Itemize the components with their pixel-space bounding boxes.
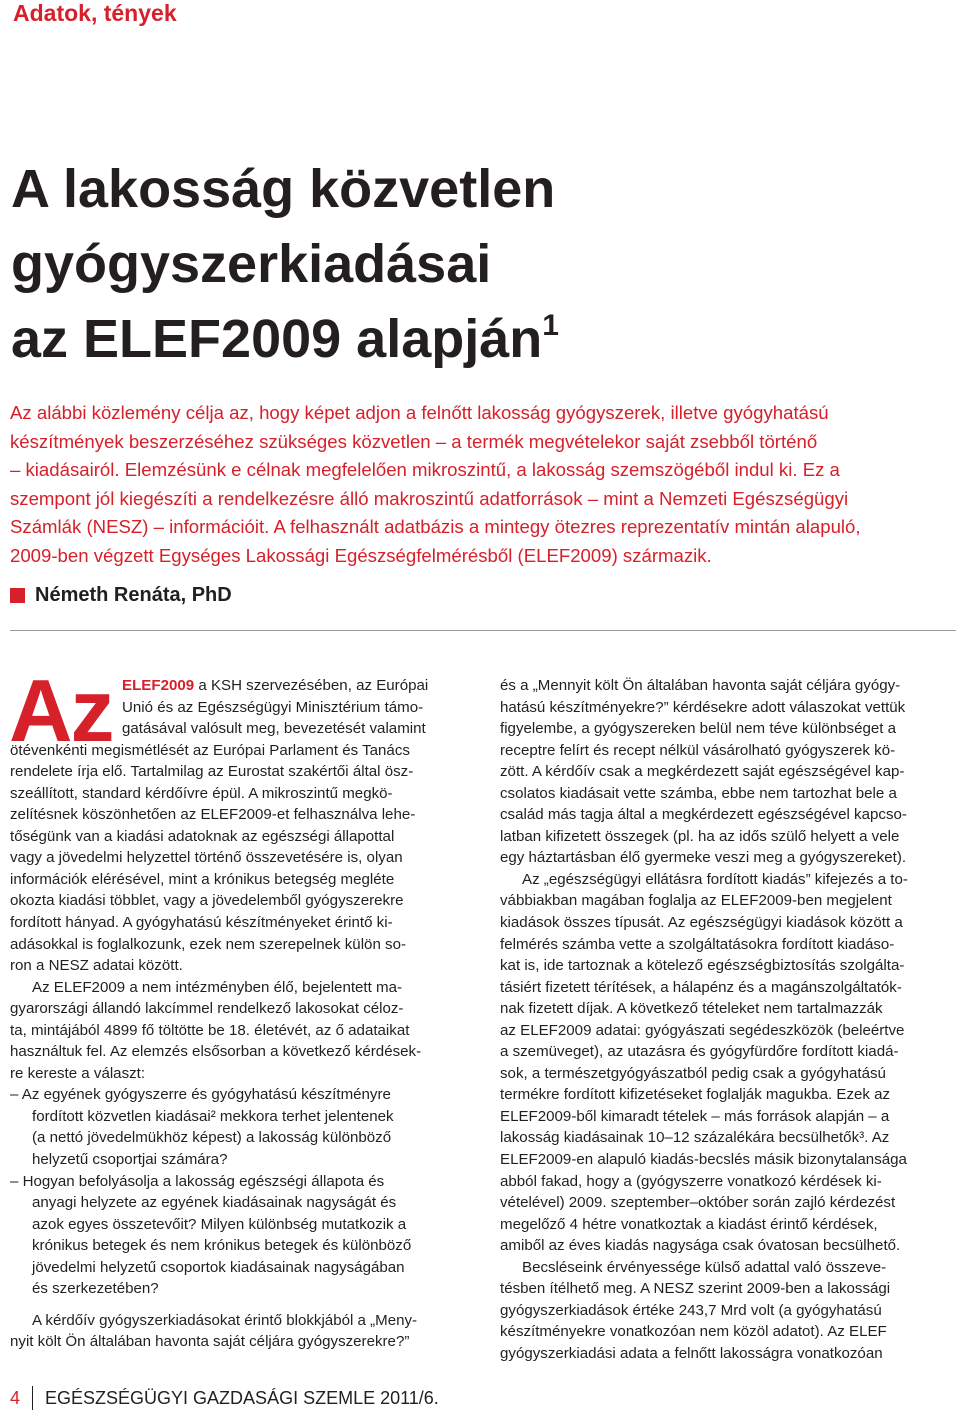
abstract-line: készítmények beszerzéséhez szükséges közvetlen – a termék megvételekor saját zsebből történő	[10, 430, 818, 452]
text-line: csolatos kiadásait vette számba, ebbe nem tartozhat bele a	[500, 784, 897, 802]
journal-name: EGÉSZSÉGÜGYI GAZDASÁGI SZEMLE 2011/6.	[45, 1387, 439, 1408]
text-line: A kérdőív gyógyszerkiadásokat érintő blokkjából a „Meny-	[32, 1311, 418, 1329]
text-line: fordított hányad. A gyógyhatású készítményeket érintő ki-	[10, 914, 393, 932]
text-line: rendelete írja elő. Tartalmilag az Eurostat szakértői által ösz-	[10, 763, 414, 781]
abstract-line: szempont jól kiegészíti a rendelkezésre álló makroszintű adatforrások – mint a Nemzeti Egészségügyi	[10, 487, 849, 509]
list-item-line: fordított közvetlen kiadásai² mekkora terhet jelentenek	[32, 1107, 394, 1125]
section-label: Adatok, tények	[13, 0, 177, 26]
text-line: abból fakad, hogy a (gyógyszerre vonatkozó kérdések ki-	[500, 1172, 882, 1190]
text-line: megelőző 4 hétre vonatkoztak a kiadást érintő kérdések,	[500, 1215, 878, 1233]
abstract-line: Az alábbi közlemény célja az, hogy képet adjon a felnőtt lakosság gyógyszerek, illetve gyógyhatású	[10, 402, 829, 423]
text-line: információk elérésével, mint a krónikus betegség megléte	[10, 870, 395, 888]
divider	[10, 630, 956, 631]
text-line: gyógyszerkiadások értéke 243,7 Mrd volt (a gyógyhatású	[500, 1301, 882, 1319]
text-line: és a „Mennyit költ Ön általában havonta saját céljára gyógy-	[500, 677, 901, 694]
list-item-line: anyagi helyzete az egyének kiadásainak nagyságát és	[32, 1194, 397, 1212]
list-item-line: krónikus betegek és nem krónikus betegek és különböző	[32, 1237, 412, 1255]
text-line: Az „egészségügyi ellátásra fordított kiadás” kifejezés a to-	[522, 870, 908, 888]
text-line: vábbiakban magában foglalja az ELEF2009-ben megjelent	[500, 892, 892, 910]
text-line: zelítésnek köszönhetően az ELEF2009-et felhasználva lehe-	[10, 806, 416, 824]
text-line: termékre fordított kifizetéseket foglalják magukba. Ezek az	[500, 1086, 891, 1104]
text-line: okozta kiadási többlet, vagy a jövedelemből gyógyszerekre	[10, 892, 404, 910]
text-line: ELEF2009-ből kimaradt tételek – más források alapján – a	[500, 1107, 890, 1125]
list-item-line: helyzetű csoportjai számára?	[32, 1151, 228, 1169]
list-item-line: és szerkezetében?	[32, 1280, 159, 1298]
text-line: kiadások összes típusát. Az egészségügyi kiadások között a	[500, 914, 903, 932]
text-line: az ELEF2009 adatai: gyógyászati segédeszközök (beleértve	[500, 1021, 905, 1039]
text-line: latban kifizetett összegek (pl. ha az idős szülő helyett a vele	[500, 827, 900, 845]
text-line: receptre felírt és recept nélkül vásárolható gyógyszerek kö-	[500, 741, 896, 759]
text-line: Becsléseink érvényessége külső adattal való összeve-	[522, 1258, 887, 1276]
title-line: A lakosság közvetlen	[11, 159, 556, 219]
list-item-line: (a nettó jövedelmükhöz képest) a lakosság különböző	[32, 1129, 392, 1147]
text-line: Unió és az Egészségügyi Minisztérium támo-	[122, 698, 424, 716]
text-line: tésben ítélhető meg. A NESZ szerint 2009-ben a lakossági	[500, 1280, 891, 1298]
abstract-line: 2009-ben végzett Egységes Lakossági Egészségfelmérésből (ELEF2009) származik.	[10, 544, 712, 566]
list-item: – Hogyan befolyásolja a lakosság egészségi állapota és	[10, 1172, 385, 1190]
text-line: ELEF2009-en alapuló kiadás-becslés másik bizonytalansága	[500, 1151, 907, 1169]
text-line: tásiért fizetett térítések, a hálapénz és a magánszolgáltatók-	[500, 978, 902, 996]
text-line: ELEF2009 a KSH szervezésében, az Európai	[122, 677, 429, 694]
text-line: tőségünk van a kiadási adatoknak az egészségi állapottal	[10, 827, 395, 845]
text-line: amiből az éves kiadás nagysága csak óvatosan becsülhető.	[500, 1237, 901, 1255]
text-line: nyit költ Ön általában havonta saját céljára gyógyszerekre?”	[10, 1333, 410, 1351]
text-line: adásokkal is foglalkozunk, ezek nem szerepelnek külön so-	[10, 935, 407, 953]
list-item-line: azok egyes összetevőit? Milyen különbség mutatkozik a	[32, 1215, 407, 1233]
text-line: re kereste a választ:	[10, 1064, 146, 1082]
text-line: zött. A kérdőív csak a megkérdezett saját egészségével kap-	[500, 763, 905, 781]
author-byline	[10, 584, 232, 607]
abstract-line: – kiadásairól. Elemzésünk e célnak megfelelően mikroszintű, a lakosság szemszögéből indul ki. Ez a	[10, 459, 840, 481]
text-line: sok, a természetgyógyászatból pedig csak a gyógyhatású	[500, 1064, 886, 1082]
text-line: gyarországi állandó lakcímmel rendelkező lakosokat céloz-	[10, 1000, 404, 1018]
text-line: vagy a jövedelmi helyzettel történő összevetésére is, olyan	[10, 849, 403, 867]
text-line: a szemüveget), az utazásra és gyógyfürdőre fordított kiadá-	[500, 1043, 899, 1061]
square-bullet-icon	[10, 588, 25, 603]
text-line: felmérés számba vette a szolgáltatásokra fordított kiadáso-	[500, 935, 895, 953]
title-line: az ELEF2009 alapján$^1$	[11, 309, 559, 369]
text-line: használtuk fel. Az elemzés elsősorban a következő kérdések-	[10, 1043, 422, 1061]
text-line: gyógyszerkiadási adata a felnőtt lakosságra vonatkozóan	[500, 1344, 883, 1362]
left-column	[10, 675, 470, 1353]
text-line: kat is, ide tartoznak a kötelező egészségbiztosítás szolgálta-	[500, 957, 905, 975]
footer-divider	[32, 1386, 33, 1410]
text-line: hatású készítményekre?” kérdésekre adott válaszokat vettük	[500, 698, 906, 716]
page-number: 4	[10, 1387, 21, 1408]
drop-cap: Az	[9, 661, 113, 760]
footnote-mark: 1	[542, 309, 559, 342]
text-line: ron a NESZ adatai között.	[10, 957, 183, 975]
text-line: család más tagja által a megkérdezett egészségével kapcso-	[500, 806, 907, 824]
text-line: egy háztartásban élő gyermeke veszi meg a gyógyszereket).	[500, 849, 907, 867]
right-column	[500, 675, 956, 1365]
text-line: ötévenkénti megismétlését az Európai Parlament és Tanács	[10, 741, 410, 759]
text-line: gatásával valósult meg, bevezetését valamint	[122, 720, 426, 738]
title-line: gyógyszerkiadásai	[11, 234, 492, 294]
text-line: lakosság kiadásainak 10–12 százalékára becsülhetők³. Az	[500, 1129, 890, 1147]
list-item-line: jövedelmi helyzetű csoportok kiadásainak nagyságában	[32, 1258, 405, 1276]
text-line: készítményekre vonatkozóan nem közöl adatot). Az ELEF	[500, 1323, 887, 1341]
author-name: Németh Renáta, PhD	[35, 584, 232, 606]
abstract-line: Számlák (NESZ) – információit. A felhasznált adatbázis a mintegy ötezres reprezentatív mintán alapuló,	[10, 516, 861, 538]
text-line: figyelembe, a gyógyszereken belül nem téve különbséget a	[500, 720, 897, 738]
text-line: vételével) 2009. szeptember–október során zajló kérdezést	[500, 1194, 896, 1212]
text-line: ta, mintájából 4899 fő töltötte be 18. életévét, az ő adataikat	[10, 1021, 410, 1039]
page-footer	[10, 1386, 439, 1410]
list-item: – Az egyének gyógyszerre és gyógyhatású készítményre	[10, 1086, 391, 1104]
abstract	[10, 399, 950, 571]
article-title	[11, 152, 559, 377]
text-line: nak fizetett díjak. A következő tételeket nem tartalmazzák	[500, 1000, 883, 1018]
text-line: szeállított, standard kérdőívre épül. A mikroszintű megkö-	[10, 784, 393, 802]
text-line: Az ELEF2009 a nem intézményben élő, bejelentett ma-	[32, 978, 403, 996]
